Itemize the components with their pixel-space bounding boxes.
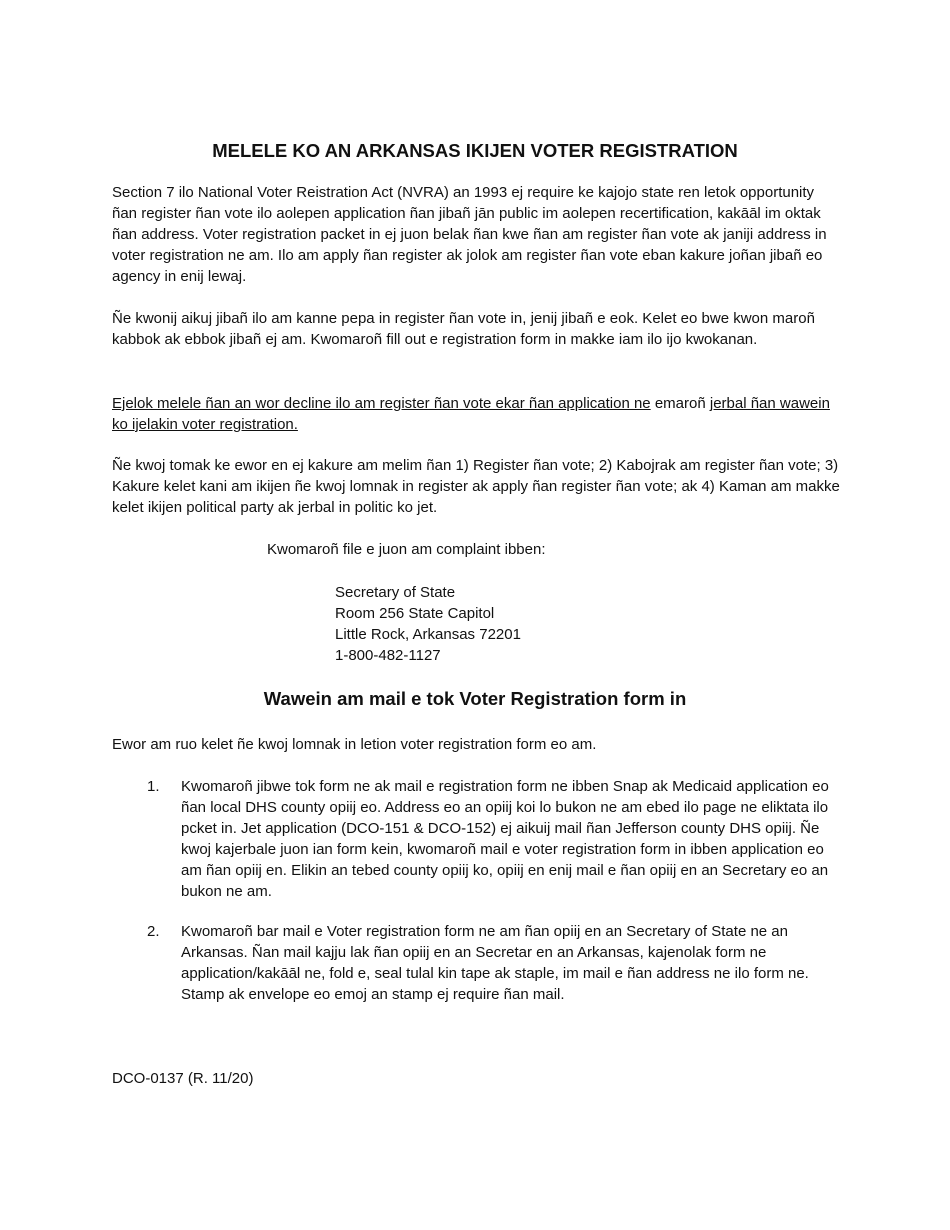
page-title: MELELE KO AN ARKANSAS IKIJEN VOTER REGISTRATION: [212, 140, 738, 161]
section-heading: Wawein am mail e tok Voter Registration form in: [263, 688, 687, 709]
decline-paragraph: [112, 393, 840, 435]
decline-underlined-text-1: Ejelok melele ñan an wor decline ilo am register ñan vote ekar ñan application ne: [112, 395, 651, 412]
decline-plain-text: emaroñ: [650, 395, 710, 412]
address-line-3: Little Rock, Arkansas 72201: [335, 626, 521, 643]
assistance-paragraph: Ñe kwonij aikuj jibañ ilo am kanne pepa in register ñan vote in, jenij jibañ e eok. Kelet eo bwe kwon maroñ kabbok ak ebbok jibañ ej am. Kwomaroñ fill out e registration form in makke iam ilo ijo kwokanan.: [112, 310, 815, 348]
address-block: [335, 582, 521, 666]
list-item: [147, 776, 842, 902]
address-line-2: Room 256 State Capitol: [335, 605, 495, 622]
list-item-text: Kwomaroñ bar mail e Voter registration form ne am ñan opiij en an Secretary of State ne an Arkansas. Ñan mail kajju lak ñan opiij en an Secretar en an Arkansas, kajenolak form ne application/kakāāl ne, fold e, seal tulal kin tape ak staple, im mail e ñan address ne ilo form ne. Stamp ak envelope eo emoj an stamp ej require ñan mail.: [181, 923, 809, 1003]
decline-underlined-text-2: jerbal ñan wawein ko ijelakin voter registration.: [112, 395, 830, 433]
complaint-intro: Kwomaroñ file e juon am complaint ibben:: [267, 541, 546, 558]
list-item-number: 1.: [147, 778, 160, 795]
mail-intro: Ewor am ruo kelet ñe kwoj lomnak in letion voter registration form eo am.: [112, 736, 597, 753]
address-line-1: Secretary of State: [335, 584, 456, 601]
list-item-number: 2.: [147, 923, 160, 940]
complaint-reasons-paragraph: Ñe kwoj tomak ke ewor en ej kakure am melim ñan 1) Register ñan vote; 2) Kabojrak am register ñan vote; 3) Kakure kelet kani am ikijen ñe kwoj lomnak in register ak apply ñan register ñan vote; ak 4) Kaman am makke kelet ikijen political party ak jerbal in politic ko jet.: [112, 457, 840, 516]
form-code: DCO-0137 (R. 11/20): [112, 1070, 254, 1087]
address-phone: 1-800-482-1127: [335, 647, 441, 664]
list-item: [147, 921, 842, 1005]
list-item-text: Kwomaroñ jibwe tok form ne ak mail e registration form ne ibben Snap ak Medicaid application eo ñan local DHS county opiij eo. Address eo an opiij koi lo bukon ne am ebed ilo page ne eliktata ilo pcket in. Jet application (DCO-151 & DCO-152) ej aikuij mail ñan Jefferson county DHS opiij. Ñe kwoj kajerbale juon ian form kein, kwomaroñ mail e voter registration form in ibben application eo am ñan opiij en. Elikin an tebed county opiij ko, opiij en enij mail e ñan opiij en an Secretary eo an bukon ne am.: [181, 778, 829, 900]
nvra-paragraph: Section 7 ilo National Voter Reistration Act (NVRA) an 1993 ej require ke kajojo state ren letok opportunity ñan register ñan vote ilo aolepen application ñan jibañ jān public im aolepen recertification, kakāāl im oktak ñan address. Voter registration packet in ej juon belak ñan kwe ñan am register ñan vote ak janiji address in voter registration ne am. Ilo am apply ñan register ak jolok am register ñan vote eban kakure joñan jibañ eo agency in enij lewaj.: [112, 184, 827, 285]
